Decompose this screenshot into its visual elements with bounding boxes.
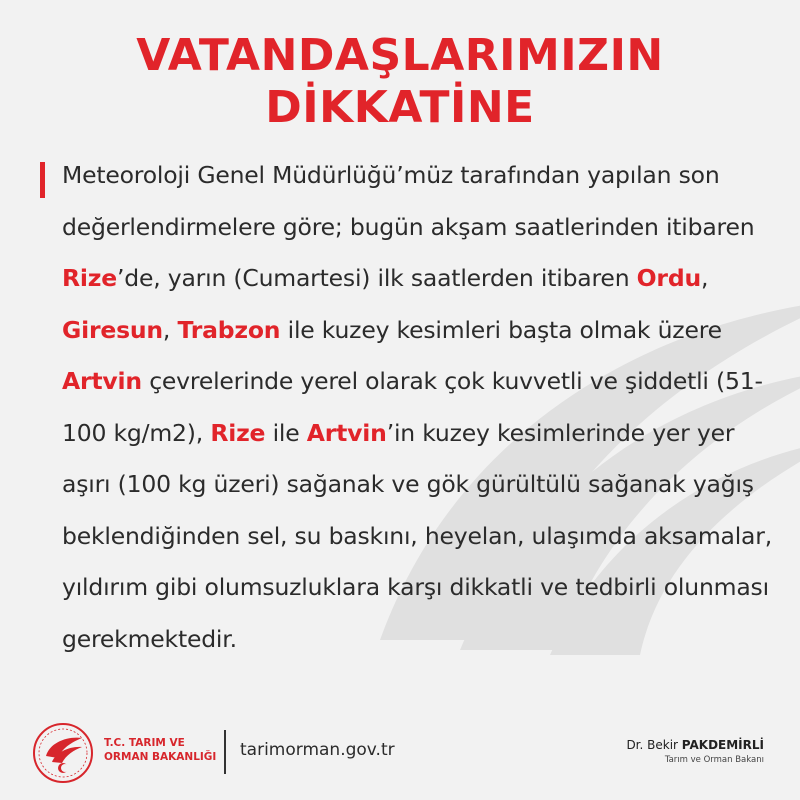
footer-divider: [224, 730, 226, 774]
body-text-segment: Meteoroloji Genel Müdürlüğü’müz tarafından yapılan son değerlendirmelere göre; bugün akşam saatlerinden itibaren: [62, 161, 755, 241]
highlighted-place-name: Rize: [62, 264, 117, 292]
highlighted-place-name: Trabzon: [177, 315, 281, 344]
announcement-body: [62, 150, 772, 665]
body-text-segment: ,: [700, 264, 709, 292]
minister-prefix: Dr. Bekir: [626, 738, 682, 752]
body-text-segment: ’in kuzey kesimlerinde yer yer aşırı (100 kg üzeri) sağanak ve gök gürültülü sağanak yağış beklendiğinden sel, su baskını, heyelan, ulaşımda aksamalar, yıldırım gibi olumsuzluklara karşı dikkatli ve tedbirli olunması gerekmektedir.: [62, 418, 772, 653]
page-title: [0, 30, 800, 134]
highlighted-place-name: Artvin: [306, 418, 387, 447]
title-line-2: DİKKATİNE: [265, 82, 535, 133]
footer: [0, 722, 800, 782]
title-line-1: VATANDAŞLARIMIZIN: [136, 30, 664, 81]
minister-surname: PAKDEMİRLİ: [681, 738, 764, 752]
minister-role: Tarım ve Orman Bakanı: [664, 755, 764, 765]
highlighted-place-name: Artvin: [62, 367, 142, 395]
body-text-segment: ile: [265, 418, 307, 447]
ministry-name-line-1: T.C. TARIM VE: [104, 737, 185, 749]
ministry-name-line-2: ORMAN BAKANLIĞI: [104, 751, 217, 763]
minister-name: [626, 738, 764, 752]
accent-bar: [40, 162, 45, 198]
body-text-segment: ’de, yarın (Cumartesi) ilk saatlerden itibaren: [116, 264, 637, 292]
body-text-segment: ile kuzey kesimleri başta olmak üzere: [280, 315, 722, 344]
body-text-segment: ,: [162, 315, 178, 344]
ministry-emblem-icon: [32, 722, 94, 784]
highlighted-place-name: Rize: [210, 418, 266, 447]
website-link[interactable]: tarimorman.gov.tr: [240, 740, 395, 760]
ministry-name: [104, 736, 216, 764]
highlighted-place-name: Giresun: [62, 315, 163, 344]
highlighted-place-name: Ordu: [636, 264, 701, 292]
minister-signature: [626, 738, 764, 765]
body-text-segment: çevrelerinde yerel olarak çok kuvvetli ve şiddetli (51-100 kg/m2),: [62, 367, 763, 447]
